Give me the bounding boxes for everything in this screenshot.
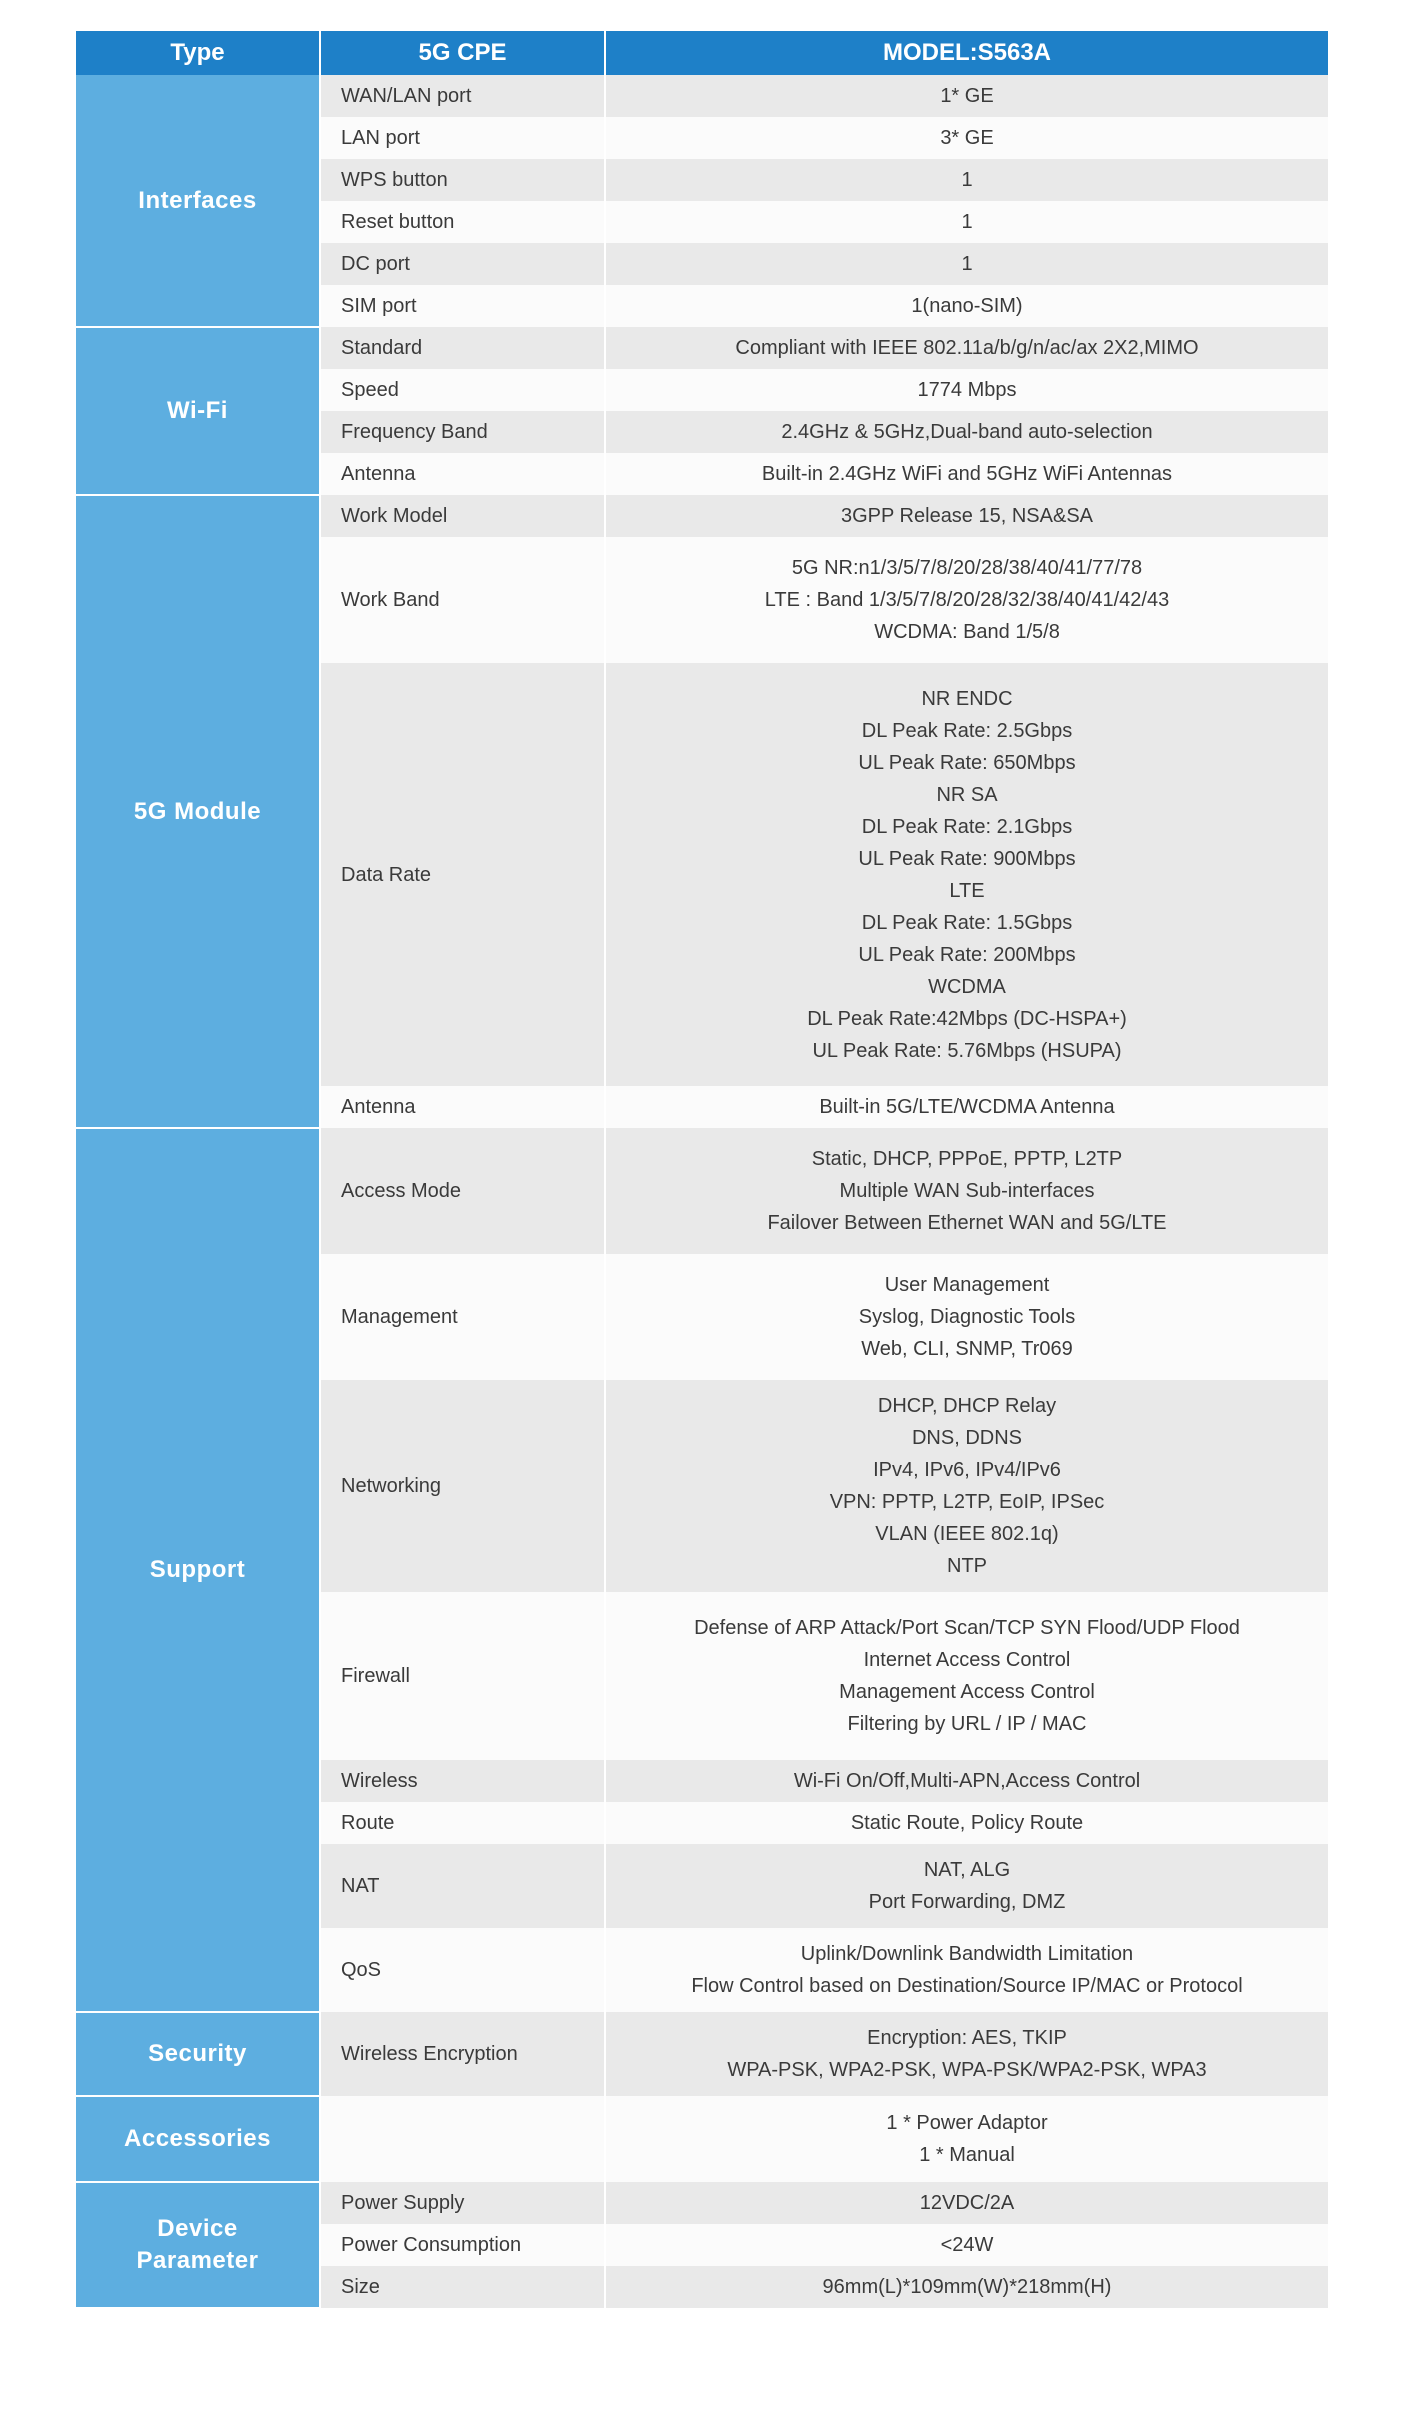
spec-body	[76, 75, 1328, 2308]
feature-cell: Reset button	[320, 201, 605, 243]
spec-row	[76, 1128, 1328, 1254]
value-cell: Uplink/Downlink Bandwidth Limitation Flow Control based on Destination/Source IP/MAC or Protocol	[605, 1928, 1328, 2012]
feature-cell: Work Band	[320, 537, 605, 663]
spec-row	[76, 495, 1328, 537]
value-cell: <24W	[605, 2224, 1328, 2266]
category-cell: Support	[76, 1128, 320, 2012]
header-product: 5G CPE	[320, 31, 605, 75]
spec-table	[76, 31, 1328, 2309]
header-row	[76, 31, 1328, 75]
feature-cell	[320, 2096, 605, 2182]
feature-cell: Work Model	[320, 495, 605, 537]
value-cell: 1(nano-SIM)	[605, 285, 1328, 327]
category-cell: Device Parameter	[76, 2182, 320, 2308]
value-cell: 3* GE	[605, 117, 1328, 159]
value-cell: 1* GE	[605, 75, 1328, 117]
feature-cell: QoS	[320, 1928, 605, 2012]
feature-cell: Antenna	[320, 1086, 605, 1128]
feature-cell: DC port	[320, 243, 605, 285]
value-cell: DHCP, DHCP Relay DNS, DDNS IPv4, IPv6, IPv4/IPv6 VPN: PPTP, L2TP, EoIP, IPSec VLAN (IEEE 802.1q) NTP	[605, 1380, 1328, 1592]
value-cell: 1	[605, 201, 1328, 243]
feature-cell: Speed	[320, 369, 605, 411]
value-cell: NR ENDC DL Peak Rate: 2.5Gbps UL Peak Rate: 650Mbps NR SA DL Peak Rate: 2.1Gbps UL Peak Rate: 900Mbps LTE DL Peak Rate: 1.5Gbps UL Peak Rate: 200Mbps WCDMA DL Peak Rate:42Mbps (DC-HSPA+) UL Peak Rate: 5.76Mbps (HSUPA)	[605, 663, 1328, 1086]
spec-row	[76, 327, 1328, 369]
feature-cell: Networking	[320, 1380, 605, 1592]
feature-cell: Route	[320, 1802, 605, 1844]
value-cell: 2.4GHz & 5GHz,Dual-band auto-selection	[605, 411, 1328, 453]
feature-cell: Wireless Encryption	[320, 2012, 605, 2096]
value-cell: 12VDC/2A	[605, 2182, 1328, 2224]
value-cell: 1	[605, 243, 1328, 285]
feature-cell: Data Rate	[320, 663, 605, 1086]
header-type: Type	[76, 31, 320, 75]
value-cell: Wi-Fi On/Off,Multi-APN,Access Control	[605, 1760, 1328, 1802]
feature-cell: WPS button	[320, 159, 605, 201]
spec-row	[76, 2182, 1328, 2224]
feature-cell: Power Consumption	[320, 2224, 605, 2266]
value-cell: 1	[605, 159, 1328, 201]
feature-cell: Frequency Band	[320, 411, 605, 453]
feature-cell: Size	[320, 2266, 605, 2308]
value-cell: Built-in 2.4GHz WiFi and 5GHz WiFi Antennas	[605, 453, 1328, 495]
value-cell: User Management Syslog, Diagnostic Tools Web, CLI, SNMP, Tr069	[605, 1254, 1328, 1380]
category-cell: Accessories	[76, 2096, 320, 2182]
feature-cell: Antenna	[320, 453, 605, 495]
feature-cell: Management	[320, 1254, 605, 1380]
value-cell: Static, DHCP, PPPoE, PPTP, L2TP Multiple WAN Sub-interfaces Failover Between Ethernet WAN and 5G/LTE	[605, 1128, 1328, 1254]
feature-cell: SIM port	[320, 285, 605, 327]
feature-cell: Power Supply	[320, 2182, 605, 2224]
spec-row	[76, 75, 1328, 117]
feature-cell: NAT	[320, 1844, 605, 1928]
feature-cell: Firewall	[320, 1592, 605, 1760]
value-cell: 96mm(L)*109mm(W)*218mm(H)	[605, 2266, 1328, 2308]
value-cell: 5G NR:n1/3/5/7/8/20/28/38/40/41/77/78 LTE : Band 1/3/5/7/8/20/28/32/38/40/41/42/43 WCDMA: Band 1/5/8	[605, 537, 1328, 663]
header-model: MODEL:S563A	[605, 31, 1328, 75]
spec-row	[76, 2096, 1328, 2182]
category-cell: Security	[76, 2012, 320, 2096]
category-cell: Interfaces	[76, 75, 320, 327]
value-cell: Built-in 5G/LTE/WCDMA Antenna	[605, 1086, 1328, 1128]
value-cell: Static Route, Policy Route	[605, 1802, 1328, 1844]
category-cell: Wi-Fi	[76, 327, 320, 495]
feature-cell: Standard	[320, 327, 605, 369]
value-cell: 1 * Power Adaptor 1 * Manual	[605, 2096, 1328, 2182]
spec-row	[76, 2012, 1328, 2096]
value-cell: Encryption: AES, TKIP WPA-PSK, WPA2-PSK, WPA-PSK/WPA2-PSK, WPA3	[605, 2012, 1328, 2096]
value-cell: NAT, ALG Port Forwarding, DMZ	[605, 1844, 1328, 1928]
value-cell: Defense of ARP Attack/Port Scan/TCP SYN Flood/UDP Flood Internet Access Control Management Access Control Filtering by URL / IP / MAC	[605, 1592, 1328, 1760]
category-cell: 5G Module	[76, 495, 320, 1128]
feature-cell: Access Mode	[320, 1128, 605, 1254]
feature-cell: Wireless	[320, 1760, 605, 1802]
value-cell: 3GPP Release 15, NSA&SA	[605, 495, 1328, 537]
feature-cell: LAN port	[320, 117, 605, 159]
value-cell: 1774 Mbps	[605, 369, 1328, 411]
value-cell: Compliant with IEEE 802.11a/b/g/n/ac/ax 2X2,MIMO	[605, 327, 1328, 369]
feature-cell: WAN/LAN port	[320, 75, 605, 117]
